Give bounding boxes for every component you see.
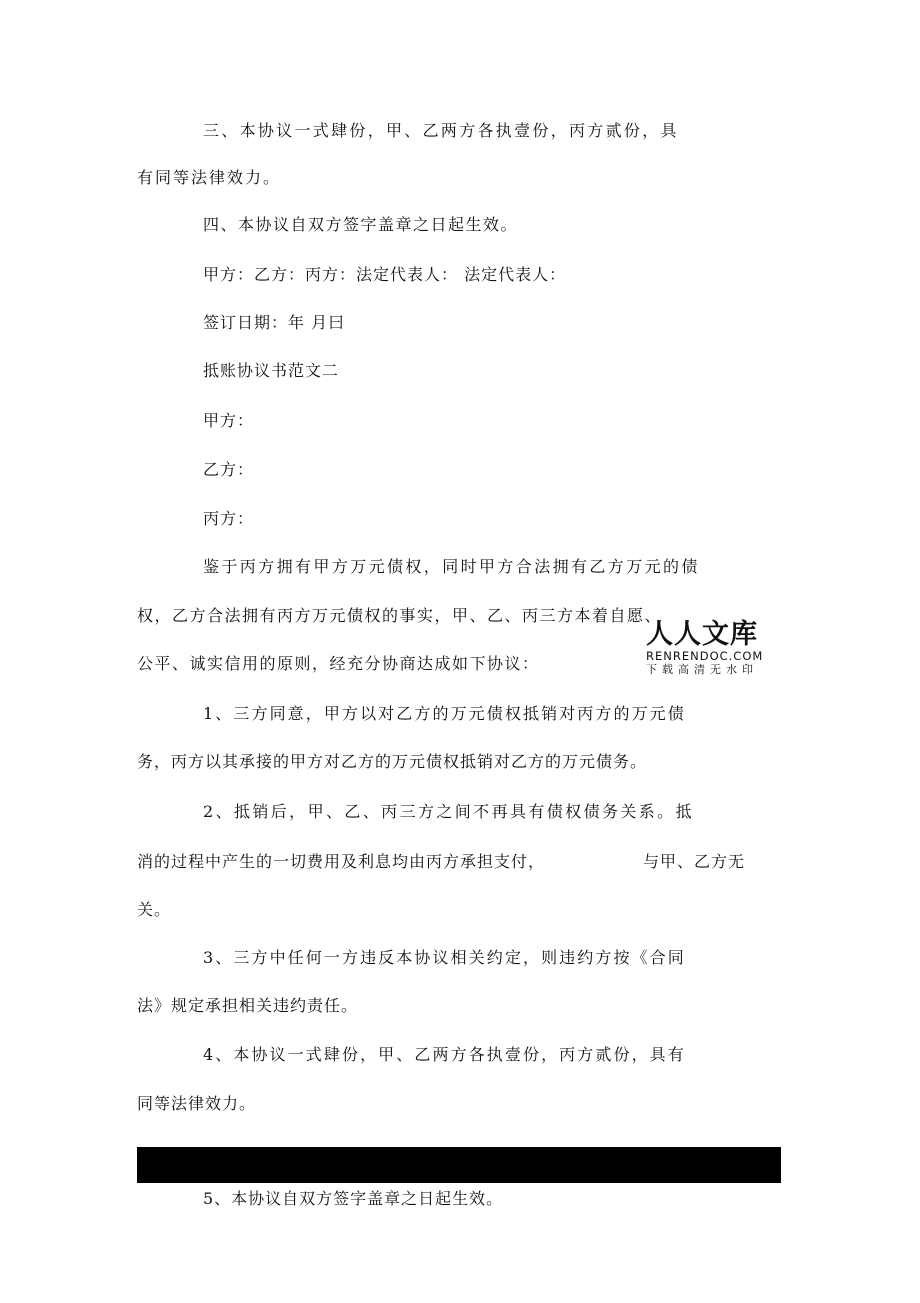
paragraph-line: 有同等法律效力。 [137, 168, 282, 187]
redaction-bar [137, 1147, 781, 1183]
watermark-domain: RENRENDOC.COM [646, 649, 764, 663]
clause-line: 2、抵销后，甲、乙、丙三方之间不再具有债权债务关系。抵 [203, 802, 694, 821]
paragraph-line: 鉴于丙方拥有甲方万元债权，同时甲方合法拥有乙方万元的债 [203, 557, 700, 576]
signing-date-line: 签订日期：年 月曰 [203, 313, 346, 332]
signature-parties-line: 甲方：乙方：丙方：法定代表人： 法定代表人： [203, 265, 567, 284]
party-c-label: 丙方： [203, 509, 255, 528]
clause-line: 3、三方中任何一方违反本协议相关约定，则违约方按《合同 [203, 948, 686, 967]
watermark-logo-text: 人人文库 [646, 619, 758, 650]
clause-line: 务，丙方以其承接的甲方对乙方的万元债权抵销对乙方的万元债务。 [137, 752, 648, 771]
watermark-tagline: 下载高清无水印 [646, 663, 758, 676]
clause-line: 与甲、乙方无 [643, 852, 746, 871]
clause-line: 5、本协议自双方签字盖章之日起生效。 [203, 1189, 504, 1208]
section-heading: 抵账协议书范文二 [203, 361, 340, 380]
paragraph-line: 四、本协议自双方签字盖章之日起生效。 [203, 215, 519, 234]
paragraph-line: 权，乙方合法拥有丙方万元债权的事实，甲、乙、丙三方本着自愿、 [137, 606, 663, 625]
party-a-label: 甲方： [203, 411, 255, 430]
paragraph-line: 三、本协议一式肆份，甲、乙两方各执壹份，丙方贰份，具 [203, 121, 679, 140]
clause-line: 4、本协议一式肆份，甲、乙两方各执壹份，丙方贰份，具有 [203, 1045, 686, 1064]
party-b-label: 乙方： [203, 460, 255, 479]
clause-line: 法》规定承担相关违约责任。 [137, 996, 359, 1015]
clause-line: 消的过程中产生的一切费用及利息均由丙方承担支付， [137, 852, 546, 871]
watermark [646, 620, 774, 677]
clause-line: 1、三方同意，甲方以对乙方的万元债权抵销对丙方的万元债 [203, 704, 686, 723]
clause-line: 关。 [137, 900, 172, 919]
paragraph-line: 公平、诚实信用的原则，经充分协商达成如下协议： [137, 654, 540, 673]
clause-line: 同等法律效力。 [137, 1094, 257, 1113]
